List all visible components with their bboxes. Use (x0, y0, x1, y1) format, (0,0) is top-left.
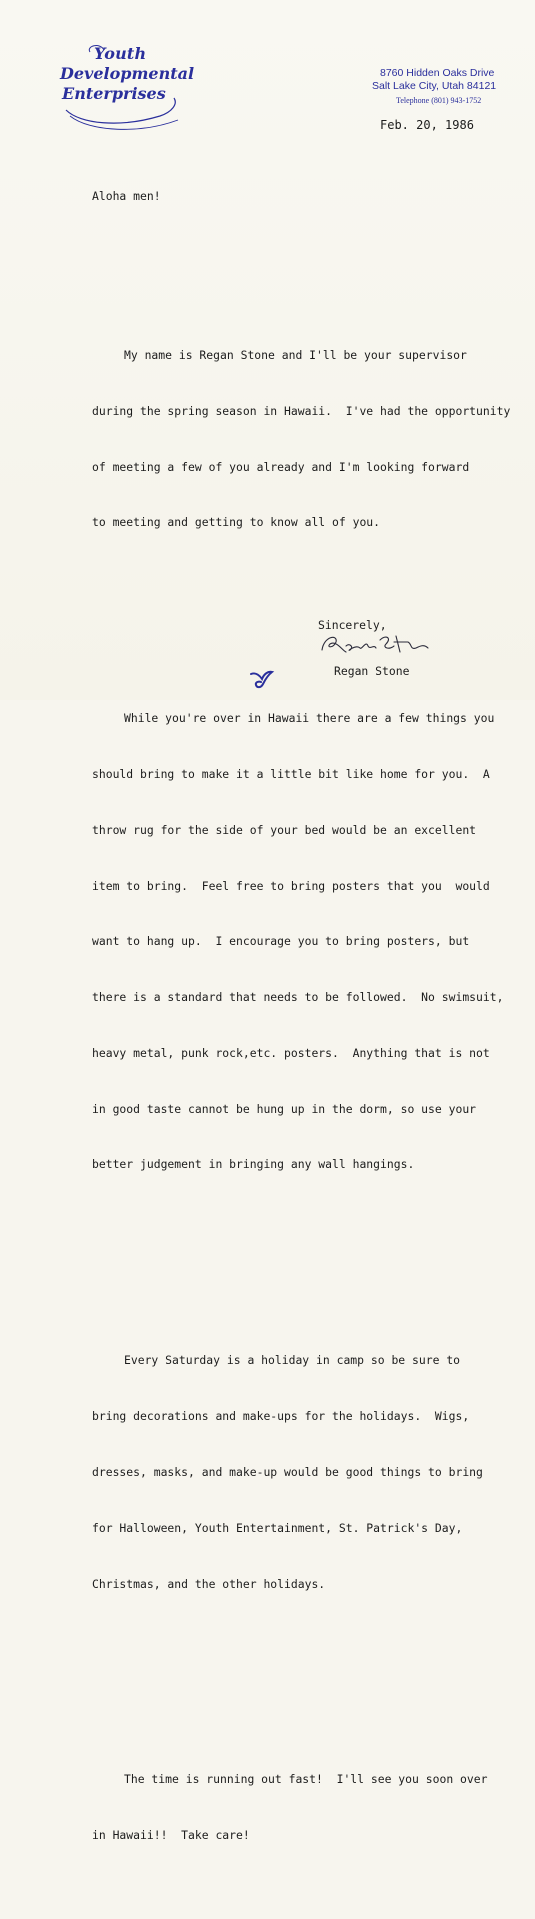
logo-line-1: Youth (94, 44, 147, 63)
body-line: heavy metal, punk rock,etc. posters. Anything that is not (92, 1045, 490, 1060)
closing: Sincerely, (318, 618, 387, 632)
logo-line-3: Enterprises (62, 84, 166, 103)
body-line: want to hang up. I encourage you to bring posters, but (92, 934, 470, 949)
body-line: My name is Regan Stone and I'll be your supervisor (124, 347, 467, 362)
body-line: The time is running out fast! I'll see you soon over (124, 1772, 488, 1787)
body-line: bring decorations and make-ups for the holidays. Wigs, (92, 1409, 470, 1424)
body-line: to meeting and getting to know all of you. (92, 515, 381, 530)
letterhead-address (372, 67, 496, 107)
body-line: in good taste cannot be hung up in the dorm, so use your (92, 1101, 477, 1116)
salutation: Aloha men! (92, 189, 161, 204)
body-line: in Hawaii!! Take care! (92, 1828, 250, 1843)
address-city: Salt Lake City, Utah 84121 (372, 80, 497, 92)
body-line: of meeting a few of you already and I'm looking forward (92, 459, 470, 474)
body-line: there is a standard that needs to be followed. No swimsuit, (92, 990, 504, 1005)
company-logo (60, 44, 195, 134)
body-line: dresses, masks, and make-up would be good things to bring (92, 1464, 483, 1479)
bird-emblem-icon (248, 666, 274, 692)
logo-line-2: Developmental (60, 64, 195, 83)
signer-name: Regan Stone (334, 664, 410, 678)
letter-body (92, 150, 532, 1919)
handwritten-signature (316, 626, 436, 662)
paragraph-2 (92, 672, 532, 1211)
body-line: should bring to make it a little bit like home for you. A (92, 767, 490, 781)
body-line: Christmas, and the other holidays. (92, 1576, 326, 1591)
address-street: 8760 Hidden Oaks Drive (380, 67, 495, 79)
body-line: Every Saturday is a holiday in camp so be sure to (124, 1353, 461, 1368)
body-line: throw rug for the side of your bed would be an excellent (92, 822, 477, 837)
body-line: While you're over in Hawaii there are a few things you (124, 711, 495, 726)
body-line: better judgement in bringing any wall hangings. (92, 1157, 415, 1172)
paragraph-1 (92, 309, 532, 569)
body-line: for Halloween, Youth Entertainment, St. Patrick's Day, (92, 1520, 463, 1535)
letter-date: Feb. 20, 1986 (380, 118, 474, 132)
address-phone: Telephone (801) 943-1752 (396, 96, 482, 105)
body-line: item to bring. Feel free to bring posters that you would (92, 878, 490, 893)
body-line: during the spring season in Hawaii. I've had the opportunity (92, 403, 511, 418)
paragraph-4 (92, 1733, 532, 1882)
paragraph-3 (92, 1314, 532, 1630)
